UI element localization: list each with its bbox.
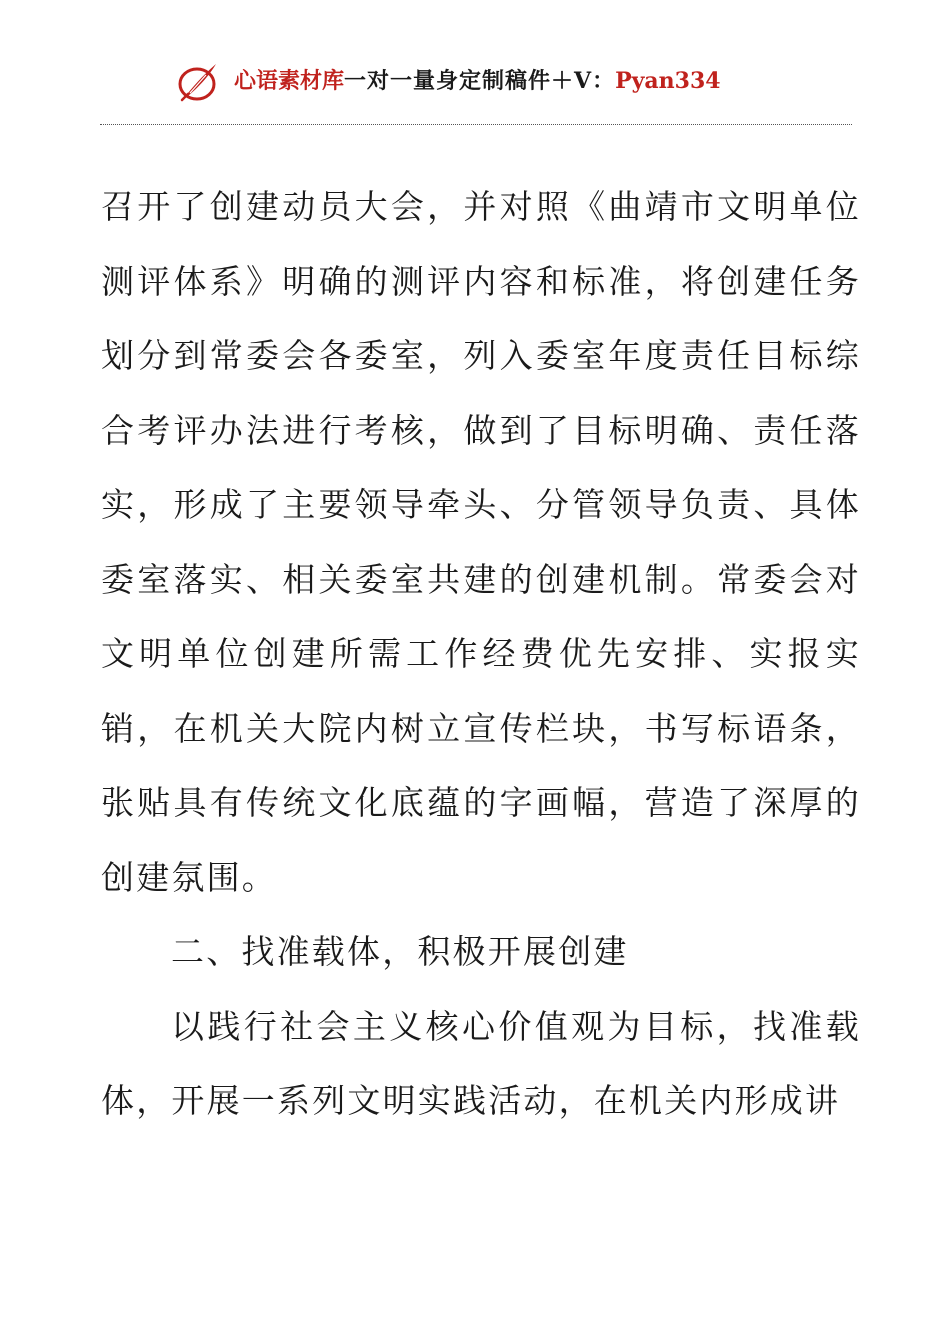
- contact-id: Pyan334: [615, 68, 721, 94]
- header-divider: [100, 124, 852, 125]
- body-paragraph: 以践行社会主义核心价值观为目标，找准载体，开展一系列文明实践活动，在机关内形成讲: [101, 1006, 861, 1120]
- body-paragraph: 召开了创建动员大会，并对照《曲靖市文明单位测评体系》明确的测评内容和标准，将创建任务划分到常委会各委室，列入委室年度责任目标综合考评办法进行考核，做到了目标明确、责任落实，形成了主要领导牵头、分管领导负责、具体委室落实、相关委室共建的创建机制。常委会对文明单位创建所需工作经费优先安排、实报实销，在机关大院内树立宣传栏块，书写标语条，张贴具有传统文化底蕴的字画幅，营造了深厚的创建氛围。: [101, 187, 861, 897]
- header-slogan: 一对一量身定制稿件＋V：: [344, 68, 616, 94]
- quill-pen-logo-icon: [176, 60, 220, 104]
- page-header: [0, 50, 950, 112]
- header-text: [234, 64, 721, 98]
- brand-name: 心语素材库: [234, 68, 345, 94]
- section-heading: 二、找准载体，积极开展创建: [171, 932, 629, 971]
- document-body: [101, 170, 861, 1139]
